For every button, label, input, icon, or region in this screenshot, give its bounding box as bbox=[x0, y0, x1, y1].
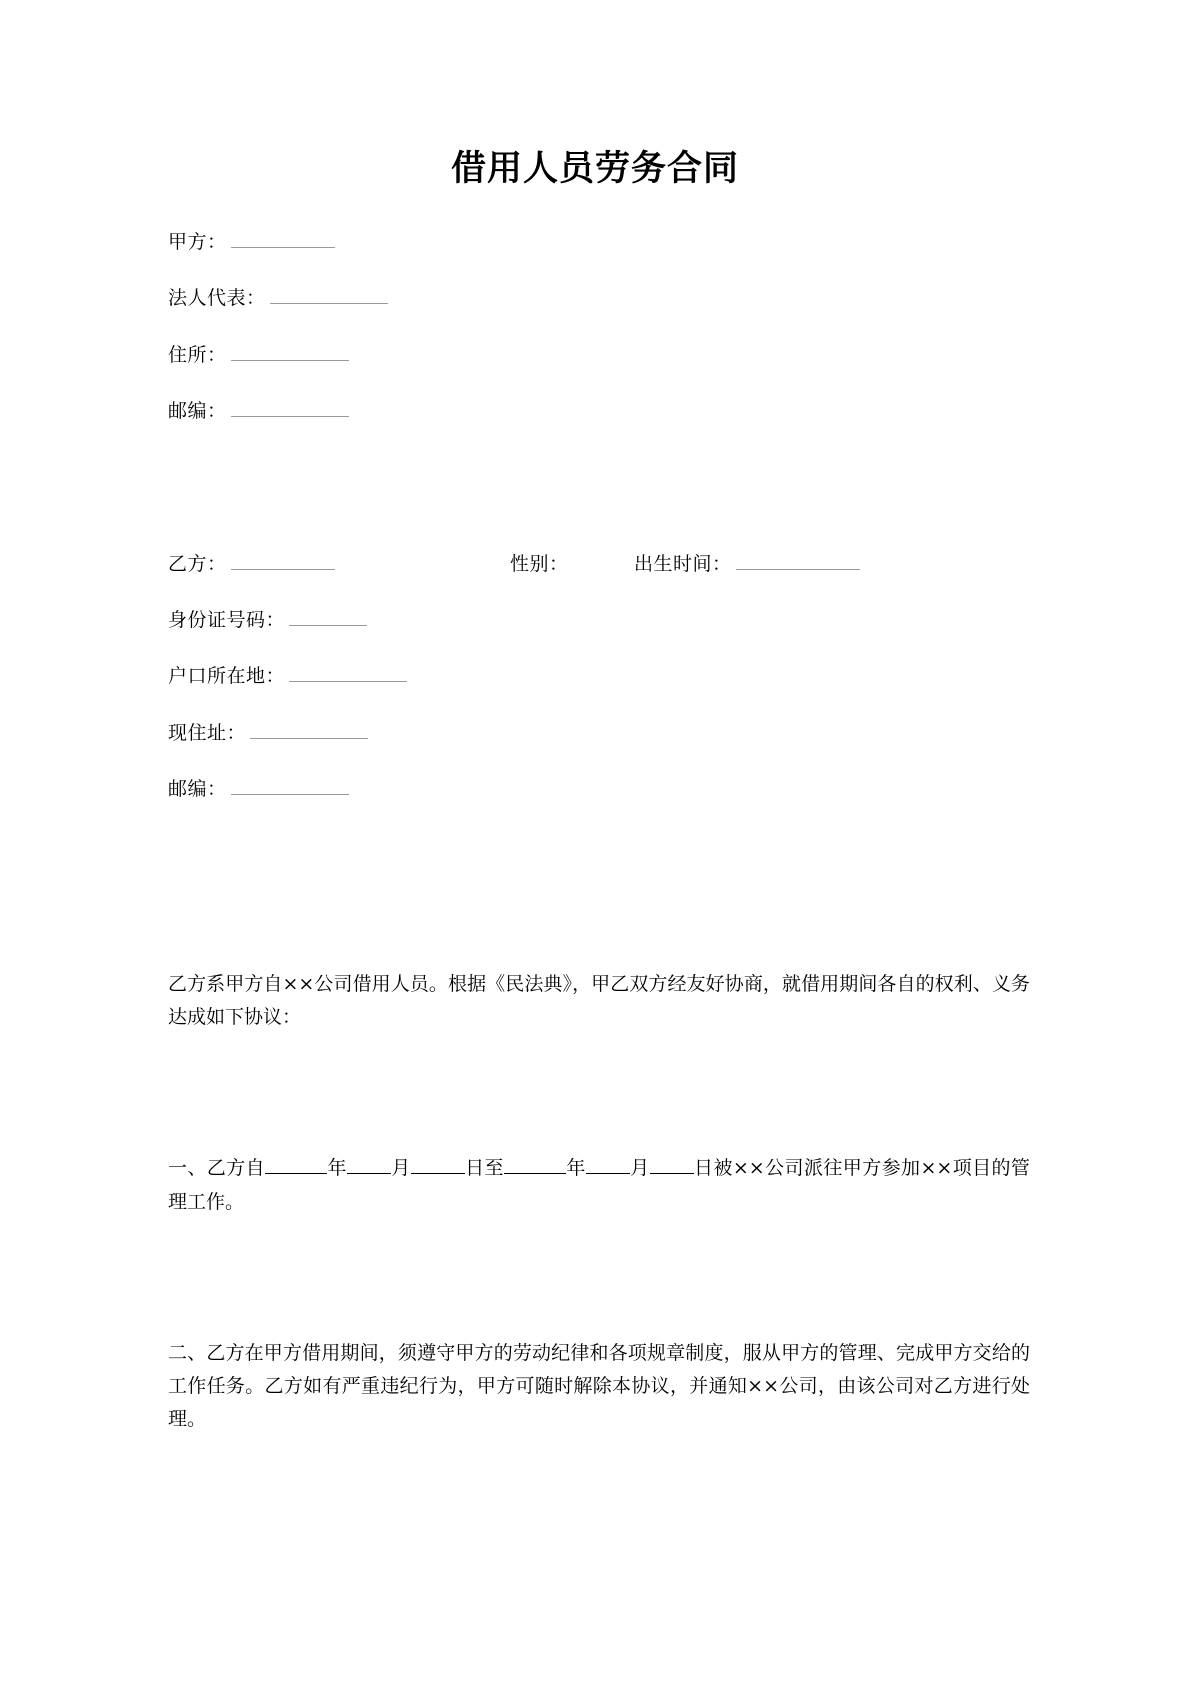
field-row-party-b-postcode bbox=[168, 775, 1030, 804]
clause-blank-month-start[interactable] bbox=[347, 1160, 391, 1174]
field-label: 住所： bbox=[168, 343, 227, 366]
clause-blank-month-end[interactable] bbox=[586, 1160, 630, 1174]
field-row-current-address bbox=[168, 719, 1030, 748]
clause-one-year-label-2: 年 bbox=[565, 1157, 586, 1180]
field-label: 乙方： bbox=[168, 552, 227, 575]
field-label: 法人代表： bbox=[168, 287, 266, 310]
field-blank[interactable] bbox=[289, 667, 407, 682]
section-spacer bbox=[168, 1219, 1030, 1337]
clause-one-year-label: 年 bbox=[327, 1157, 347, 1180]
field-row-party-a-postcode bbox=[168, 397, 1030, 426]
field-blank[interactable] bbox=[231, 346, 349, 361]
field-row-legal-representative bbox=[168, 284, 1030, 313]
clause-blank-year-end[interactable] bbox=[504, 1160, 566, 1174]
clause-one-suffix: 日被××公司派往甲方参加××项目的管理工作。 bbox=[168, 1157, 1030, 1213]
clause-one-month-label: 月 bbox=[390, 1157, 411, 1180]
field-blank[interactable] bbox=[231, 233, 335, 248]
party-b-birth-cell bbox=[634, 550, 862, 579]
clause-one-month-label-2: 月 bbox=[629, 1157, 650, 1180]
field-label: 邮编： bbox=[168, 400, 227, 423]
clause-blank-year-start[interactable] bbox=[265, 1160, 327, 1174]
clause-one-prefix: 一、乙方自 bbox=[168, 1157, 266, 1180]
field-blank[interactable] bbox=[250, 724, 368, 739]
field-row-party-b-identity bbox=[168, 550, 1030, 578]
document-body bbox=[0, 228, 1190, 1437]
field-row-party-a-address bbox=[168, 341, 1030, 370]
field-row-id-number bbox=[168, 606, 1030, 635]
field-label: 户口所在地： bbox=[168, 665, 286, 688]
party-b-block bbox=[168, 550, 1030, 804]
field-label: 甲方： bbox=[168, 230, 227, 253]
preamble-paragraph: 乙方系甲方自××公司借用人员。根据《民法典》，甲乙双方经友好协商，就借用期间各自的权利、义务达成如下协议： bbox=[168, 972, 1030, 1028]
field-row-party-a-name bbox=[168, 228, 1030, 257]
field-blank[interactable] bbox=[270, 289, 388, 304]
field-label: 出生时间： bbox=[634, 552, 732, 575]
clause-blank-day-end[interactable] bbox=[650, 1160, 694, 1174]
field-row-household-registration bbox=[168, 662, 1030, 691]
field-label: 性别： bbox=[510, 552, 569, 575]
field-blank[interactable] bbox=[231, 780, 349, 795]
clause-blank-day-start[interactable] bbox=[411, 1160, 465, 1174]
field-label: 邮编： bbox=[168, 778, 227, 801]
field-blank[interactable] bbox=[736, 555, 860, 570]
field-blank[interactable] bbox=[231, 402, 349, 417]
party-b-name-cell bbox=[168, 550, 337, 579]
party-b-gender-cell bbox=[510, 550, 569, 579]
section-spacer bbox=[168, 1034, 1030, 1152]
section-spacer bbox=[168, 454, 1030, 550]
field-label: 现住址： bbox=[168, 721, 247, 744]
clause-two-paragraph: 二、乙方在甲方借用期间，须遵守甲方的劳动纪律和各项规章制度，服从甲方的管理、完成甲方交给的工作任务。乙方如有严重违纪行为，甲方可随时解除本协议，并通知××公司，由该公司对乙方进行处理。 bbox=[168, 1341, 1030, 1431]
party-a-block bbox=[168, 228, 1030, 426]
page-title: 借用人员劳务合同 bbox=[450, 149, 739, 189]
field-blank[interactable] bbox=[289, 611, 367, 626]
section-spacer bbox=[168, 832, 1030, 968]
clause-one-paragraph bbox=[168, 1152, 1030, 1219]
clause-one-to-label: 日至 bbox=[464, 1157, 504, 1180]
field-blank[interactable] bbox=[231, 555, 335, 570]
field-label: 身份证号码： bbox=[168, 608, 286, 631]
